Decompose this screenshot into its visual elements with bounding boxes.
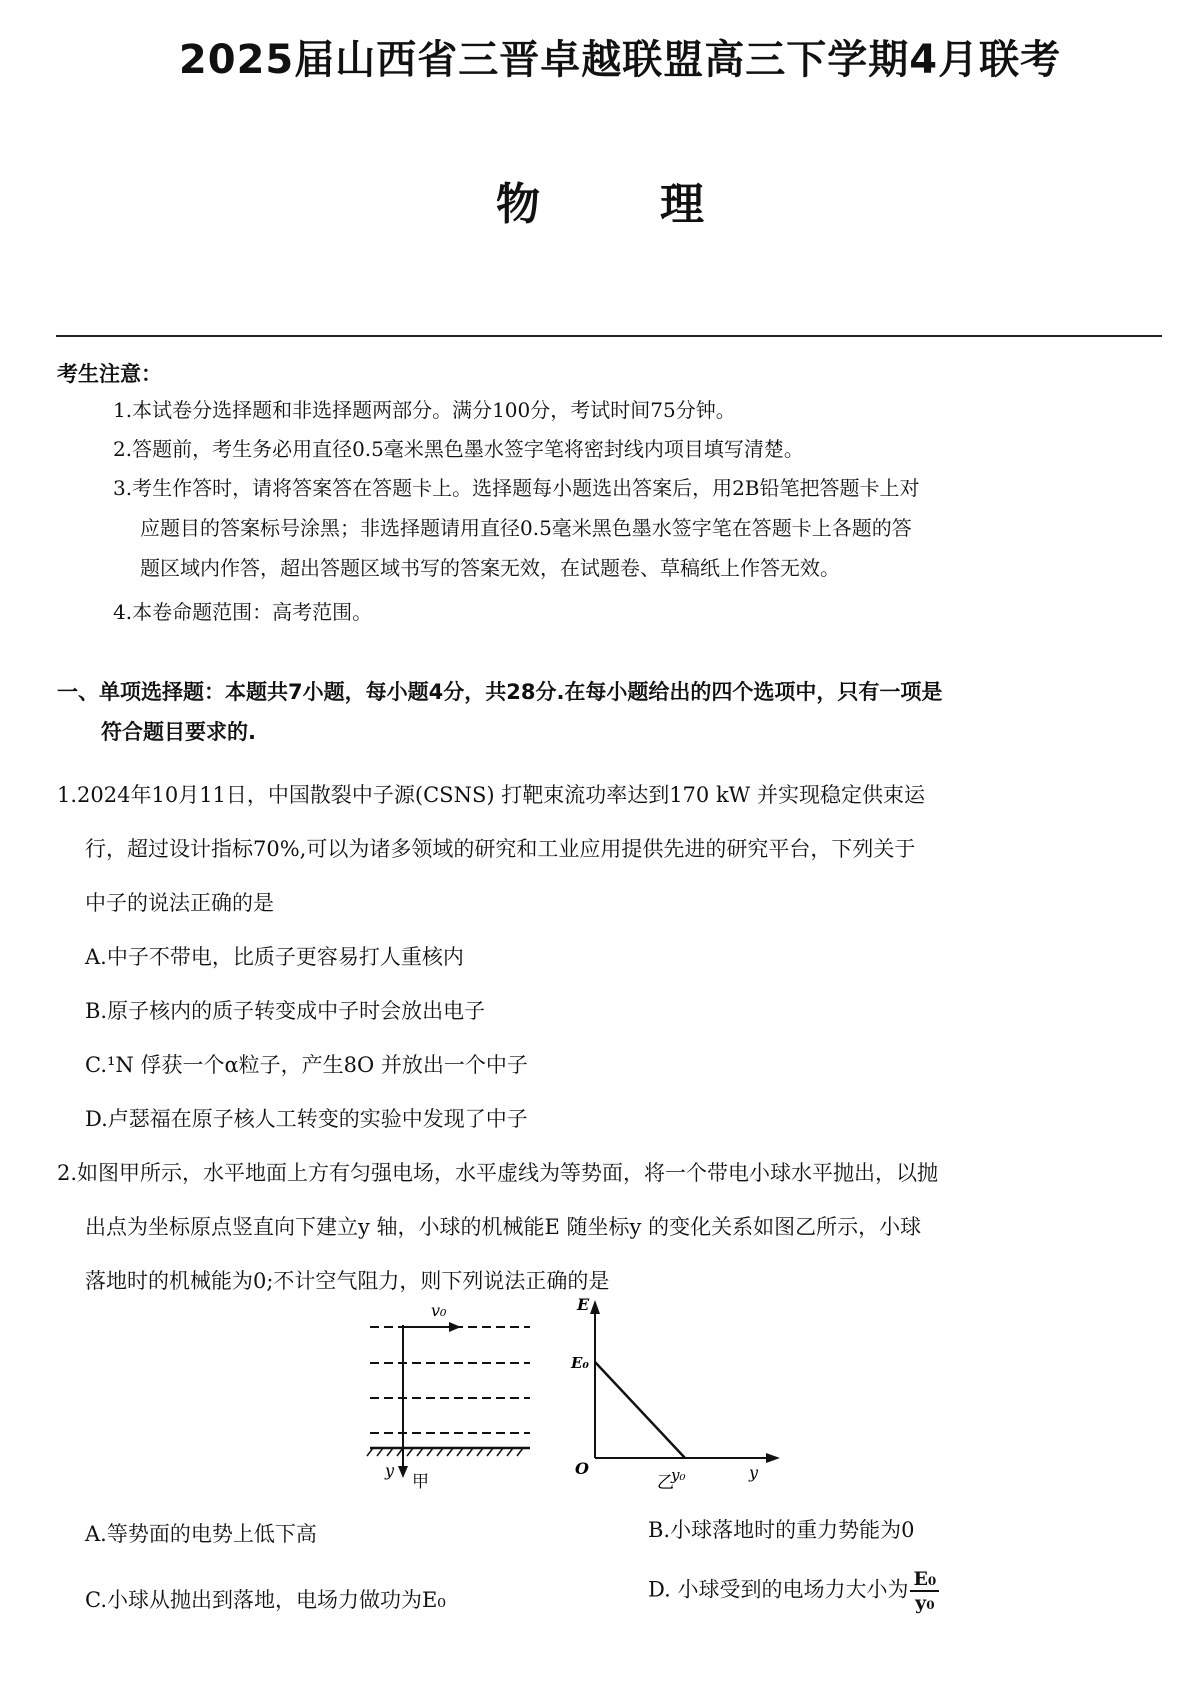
notice-item-1: 1.本试卷分选择题和非选择题两部分。满分100分，考试时间75分钟。	[113, 398, 736, 422]
y-label-left: y	[385, 1461, 395, 1480]
q2-option-d-text: D. 小球受到的电场力大小为	[648, 1577, 909, 1602]
energy-line	[595, 1362, 685, 1458]
q2-option-a: A.等势面的电势上低下高	[85, 1522, 317, 1546]
notice-item-3-line-1: 3.考生作答时，请将答案答在答题卡上。选择题每小题选出答案后，用2B铅笔把答题卡上对	[113, 476, 920, 500]
section-heading-line-2: 符合题目要求的.	[101, 720, 256, 744]
notice-heading: 考生注意：	[57, 362, 162, 386]
velocity-arrowhead	[449, 1322, 461, 1332]
q2-figures	[365, 1290, 840, 1490]
q2-option-c: C.小球从抛出到落地，电场力做功为E₀	[85, 1588, 446, 1612]
q2-stem-line-1: 2.如图甲所示，水平地面上方有匀强电场，水平虚线为等势面，将一个带电小球水平抛出，以抛	[57, 1161, 939, 1185]
subject-title	[0, 168, 1200, 232]
v0-label: v₀	[431, 1301, 447, 1320]
subject-char-2: 理	[660, 179, 704, 230]
q2-option-d-fraction	[910, 1568, 939, 1614]
section-heading	[57, 672, 1167, 752]
E-axis-arrowhead	[590, 1300, 600, 1314]
caption-jia: 甲	[412, 1472, 429, 1490]
q1-option-a: A.中子不带电，比质子更容易打人重核内	[85, 945, 464, 969]
q2-stem-line-3: 落地时的机械能为0;不计空气阻力，则下列说法正确的是	[85, 1269, 610, 1293]
q1-option-d: D.卢瑟福在原子核人工转变的实验中发现了中子	[85, 1107, 528, 1131]
caption-yi: 乙	[657, 1473, 674, 1490]
y0-label: y₀	[671, 1466, 686, 1484]
question-1	[57, 768, 1167, 1146]
origin-label: O	[575, 1459, 589, 1478]
q1-stem-line-2: 行，超过设计指标70%,可以为诸多领域的研究和工业应用提供先进的研究平台，下列关于	[85, 837, 916, 861]
E0-label: E₀	[571, 1354, 590, 1372]
subject-char-1: 物	[496, 179, 540, 230]
q2-option-d	[648, 1568, 939, 1614]
y-axis-arrowhead	[398, 1466, 408, 1478]
fraction-numerator: E₀	[910, 1568, 939, 1592]
figure-yi	[570, 1295, 780, 1490]
y-axis-arrowhead-right	[766, 1453, 780, 1463]
q2-stem-line-2: 出点为坐标原点竖直向下建立y 轴，小球的机械能E 随坐标y 的变化关系如图乙所示，小球	[85, 1215, 922, 1239]
notice-item-3-line-3: 题区域内作答，超出答题区域书写的答案无效，在试题卷、草稿纸上作答无效。	[140, 556, 840, 580]
q2-option-b: B.小球落地时的重力势能为0	[648, 1518, 915, 1542]
figure-jia	[367, 1301, 530, 1490]
question-2	[57, 1146, 1167, 1308]
q1-stem-line-3: 中子的说法正确的是	[85, 891, 274, 915]
fraction-denominator: y₀	[915, 1592, 935, 1614]
exam-title: 2025届山西省三晋卓越联盟高三下学期4月联考	[178, 37, 1062, 83]
q1-stem-line-1: 1.2024年10月11日，中国散裂中子源(CSNS) 打靶束流功率达到170 kW 并实现稳定供束运	[57, 783, 925, 807]
notice-item-3	[113, 468, 1173, 588]
section-heading-line-1: 一、单项选择题：本题共7小题，每小题4分，共28分.在每小题给出的四个选项中，只有一项是	[57, 680, 943, 704]
E-axis-label: E	[577, 1295, 590, 1314]
q1-option-c: C.¹N 俘获一个α粒子，产生8O 并放出一个中子	[85, 1053, 528, 1077]
notice-item-2: 2.答题前，考生务必用直径0.5毫米黑色墨水签字笔将密封线内项目填写清楚。	[113, 437, 804, 461]
notice-item-4: 4.本卷命题范围：高考范围。	[113, 600, 373, 624]
y-axis-label-right: y	[749, 1463, 759, 1482]
notice-item-3-line-2: 应题目的答案标号涂黑；非选择题请用直径0.5毫米黑色墨水签字笔在答题卡上各题的答	[140, 516, 912, 540]
q1-option-b: B.原子核内的质子转变成中子时会放出电子	[85, 999, 486, 1023]
header-divider	[56, 335, 1162, 337]
